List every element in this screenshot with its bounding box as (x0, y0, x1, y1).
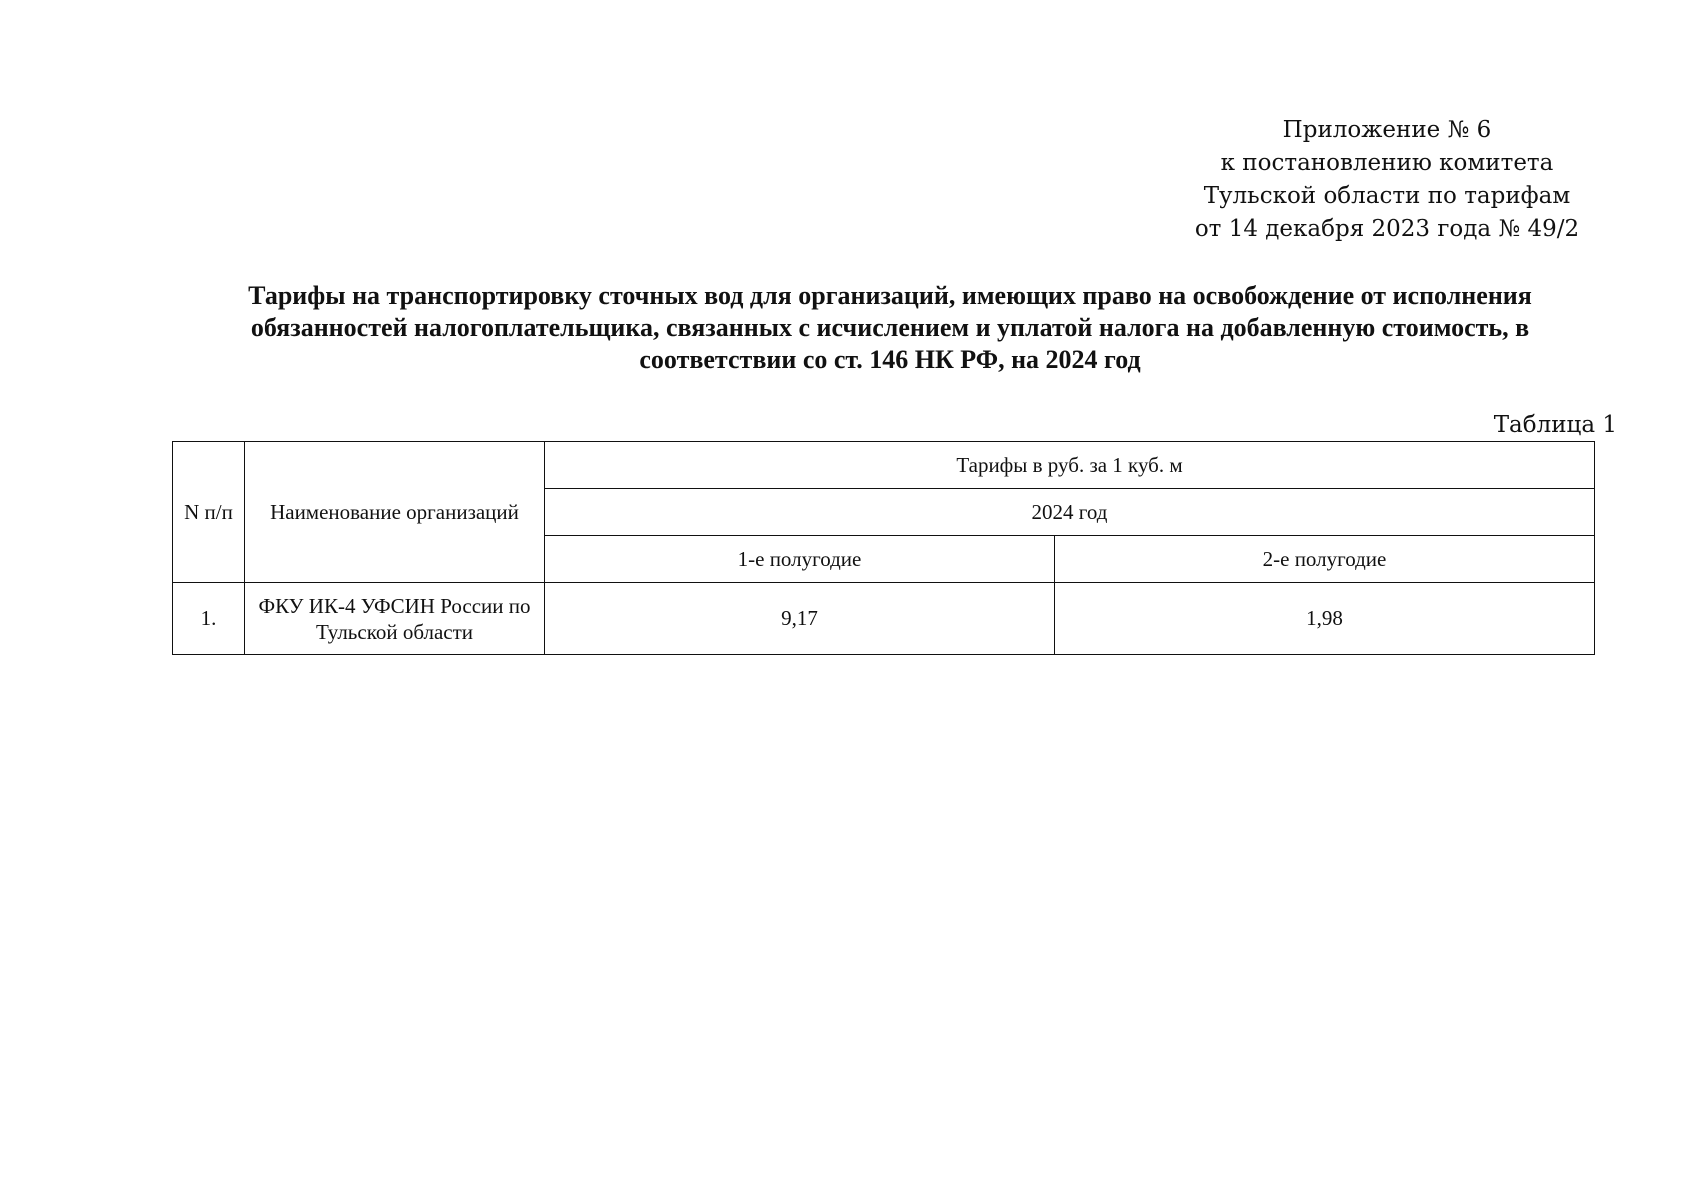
header-org: Наименование организаций (245, 442, 545, 583)
appendix-resolution: к постановлению комитета (1220, 150, 1554, 176)
appendix-number: Приложение № 6 (1282, 117, 1492, 143)
appendix-committee: Тульской области по тарифам (1203, 183, 1571, 209)
row-half1-value: 9,17 (545, 583, 1055, 655)
header-half2: 2-е полугодие (1055, 536, 1595, 583)
document-title: Тарифы на транспортировку сточных вод для организаций, имеющих право на освобождение от исполнения обязанностей налогоплательщика, связанных с исчислением и уплатой налога на добавленную стоимость, в соответствии со ст. 146 НК РФ, на 2024 год (248, 281, 1532, 374)
row-org-name: ФКУ ИК-4 УФСИН России по Тульской области (245, 583, 545, 655)
tariffs-table (172, 441, 1595, 655)
table-label: Таблица 1 (1493, 412, 1617, 438)
appendix-header (1157, 114, 1617, 246)
row-num: 1. (173, 583, 245, 655)
header-num: N п/п (173, 442, 245, 583)
table-row (173, 583, 1595, 655)
row-half2-value: 1,98 (1055, 583, 1595, 655)
header-half1: 1-е полугодие (545, 536, 1055, 583)
header-year: 2024 год (545, 489, 1595, 536)
appendix-date: от 14 декабря 2023 года № 49/2 (1194, 216, 1580, 242)
header-tariffs: Тарифы в руб. за 1 куб. м (545, 442, 1595, 489)
header-row-tariffs (173, 442, 1595, 489)
